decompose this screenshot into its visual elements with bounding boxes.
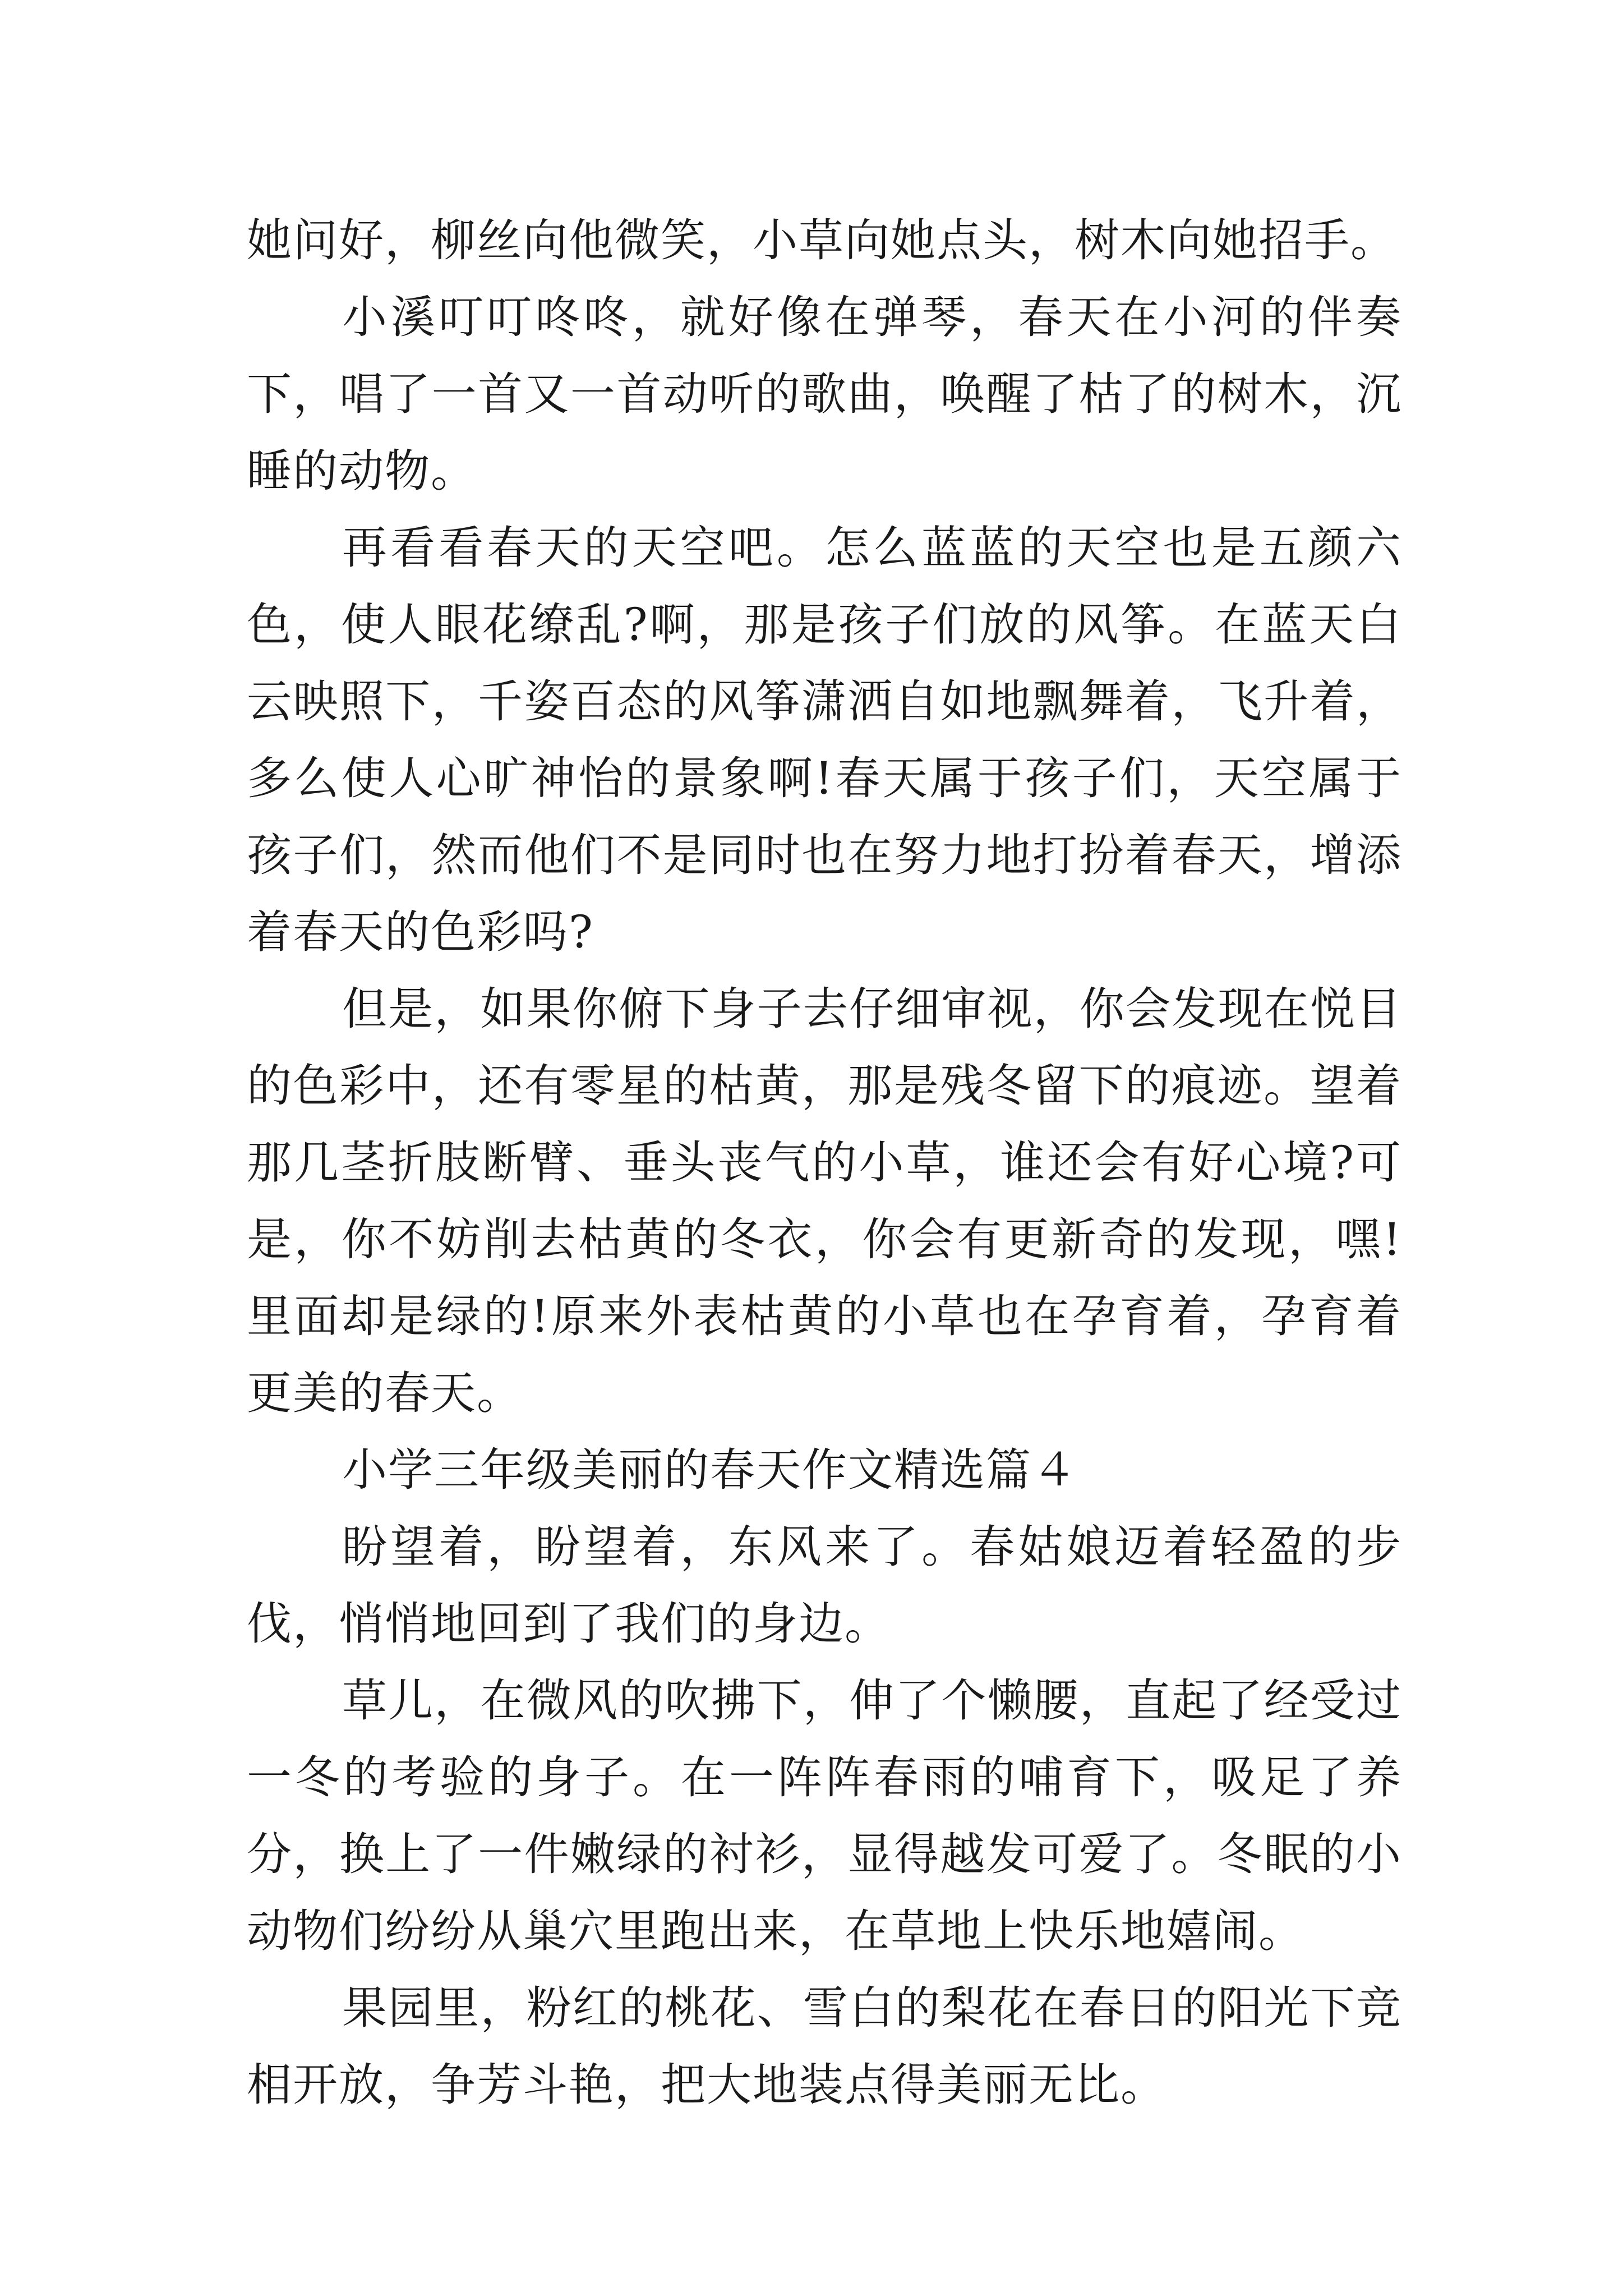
section-heading: 小学三年级美丽的春天作文精选篇４ bbox=[342, 1444, 1078, 1496]
document-body bbox=[247, 202, 1402, 2123]
paragraph-1: 她问好，柳丝向他微笑，小草向她点头，树木向她招手。 bbox=[247, 214, 1396, 266]
paragraph-5: 盼望着，盼望着，东风来了。春姑娘迈着轻盈的步伐，悄悄地回到了我们的身边。 bbox=[247, 1521, 1402, 1650]
paragraph-4: 但是，如果你俯下身子去仔细审视，你会发现在悦目的色彩中，还有零星的枯黄，那是残冬留下的痕迹。望着那几茎折肢断臂、垂头丧气的小草，谁还会有好心境?可是，你不妨削去枯黄的冬衣，你会有更新奇的发现，嘿!里面却是绿的!原来外表枯黄的小草也在孕育着，孕育着更美的春天。 bbox=[247, 983, 1402, 1419]
paragraph-7: 果园里，粉红的桃花、雪白的梨花在春日的阳光下竞相开放，争芳斗艳，把大地装点得美丽无比。 bbox=[247, 1982, 1402, 2111]
paragraph-6: 草儿，在微风的吹拂下，伸了个懒腰，直起了经受过一冬的考验的身子。在一阵阵春雨的哺育下，吸足了养分，换上了一件嫩绿的衬衫，显得越发可爱了。冬眠的小动物们纷纷从巢穴里跑出来，在草地上快乐地嬉闹。 bbox=[247, 1674, 1402, 1957]
paragraph-2: 小溪叮叮咚咚，就好像在弹琴，春天在小河的伴奏下，唱了一首又一首动听的歌曲，唤醒了枯了的树木，沉睡的动物。 bbox=[247, 291, 1402, 497]
paragraph-3: 再看看春天的天空吧。怎么蓝蓝的天空也是五颜六色，使人眼花缭乱?啊，那是孩子们放的风筝。在蓝天白云映照下，千姿百态的风筝潇洒自如地飘舞着，飞升着，多么使人心旷神怡的景象啊!春天属于孩子们，天空属于孩子们，然而他们不是同时也在努力地打扮着春天，增添着春天的色彩吗? bbox=[247, 522, 1402, 958]
